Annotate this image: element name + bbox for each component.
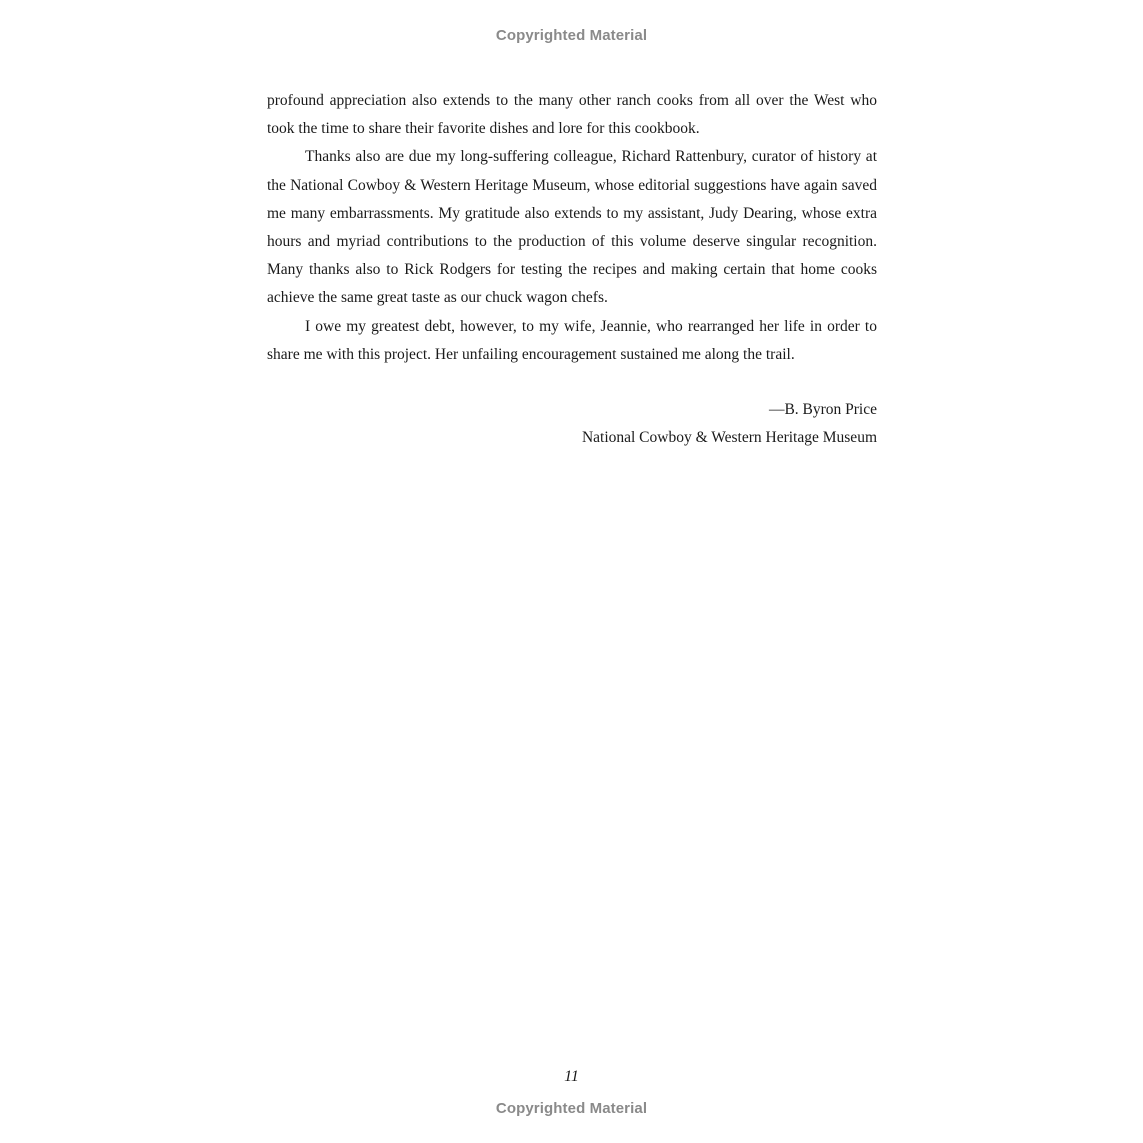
paragraph-continuation: profound appreciation also extends to the many other ranch cooks from all over the West who took the time to share their favorite dishes and lore for this cookbook. bbox=[267, 92, 877, 138]
signature-affiliation: National Cowboy & Western Heritage Museum bbox=[581, 429, 877, 447]
acknowledgments-text bbox=[267, 87, 877, 369]
paragraph-thanks: Thanks also are due my long-suffering colleague, Richard Rattenbury, curator of history at the National Cowboy & Western Heritage Museum, whose editorial suggestions have again saved me many embarrassments. My gratitude also extends to my assistant, Judy Dearing, whose extra hours and myriad contributions to the production of this volume deserve singular recognition. Many thanks also to Rick Rodgers for testing the recipes and making certain that home cooks achieve the same great taste as our chuck wagon chefs. bbox=[267, 148, 877, 307]
paragraph-greatest-debt: I owe my greatest debt, however, to my wife, Jeannie, who rearranged her life in order to share me with this project. Her unfailing encouragement sustained me along the trail. bbox=[267, 317, 877, 363]
copyright-watermark-bottom: Copyrighted Material bbox=[495, 1100, 648, 1117]
signature-name: —B. Byron Price bbox=[768, 401, 877, 418]
page-number: 11 bbox=[564, 1068, 579, 1085]
copyright-watermark-top: Copyrighted Material bbox=[495, 27, 648, 44]
signature-block bbox=[267, 396, 877, 452]
